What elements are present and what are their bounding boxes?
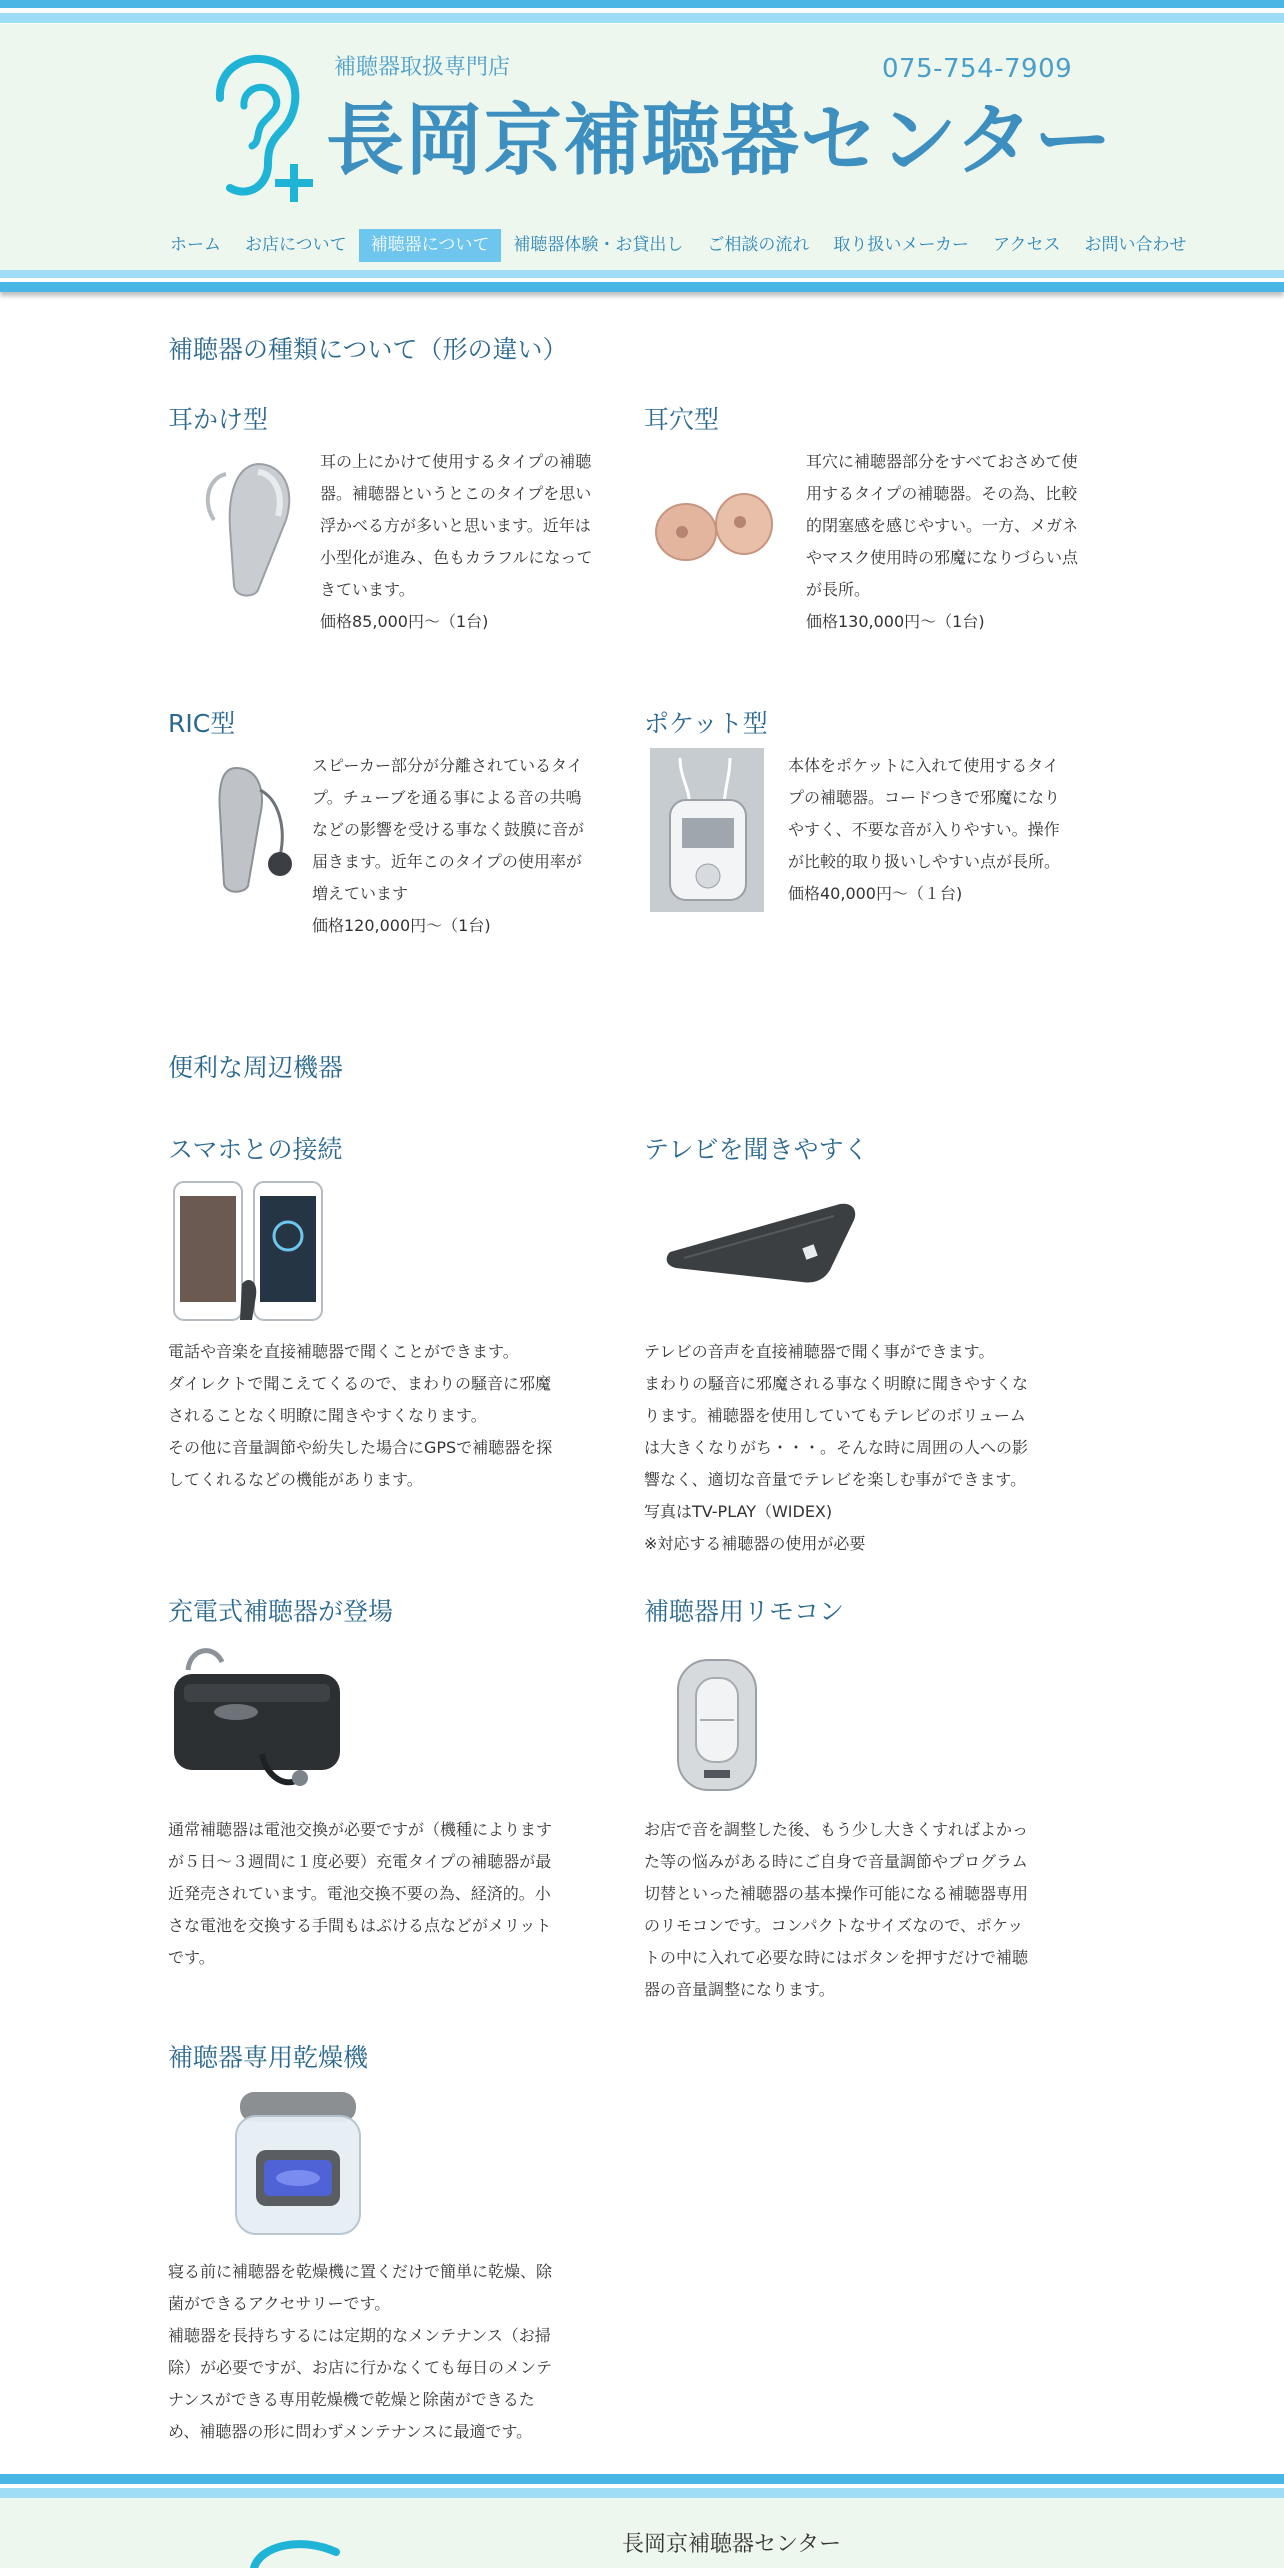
phone-number[interactable]: 075-754-7909 — [882, 54, 1073, 84]
tv-description: テレビの音声を直接補聴器で聞く事ができます。 まわりの騒音に邪魔される事なく明瞭に聞きやすくな ります。補聴器を使用していてもテレビのボリューム は大きくなりがち・・・。そんな時に周囲の人への影 響なく、適切な音量でテレビを楽しむ事ができます。 写真はTV-PLAY（WIDEX) ※対応する補聴器の使用が必要 — [644, 1342, 1029, 1553]
nav-trial-rental[interactable]: 補聴器体験・お貸出し — [513, 235, 684, 255]
tv-play-device-image — [664, 1196, 860, 1288]
remote-control-image — [670, 1656, 764, 1796]
smartphone-app-image — [170, 1180, 326, 1326]
dryer-image — [226, 2086, 370, 2244]
in-the-ear-hearing-aid-image — [648, 486, 780, 570]
rechargeable-description: 通常補聴器は電池交換が必要ですが（機種によります が５日〜３週間に１度必要）充電タイプの補聴器が最 近発売されています。電池交換不要の為、経済的。小 さな電池を交換する手間もはぶける点などがメリット です。 — [168, 1820, 553, 1967]
behind-the-ear-hearing-aid-image — [200, 458, 300, 598]
nav-about-store[interactable]: お店について — [245, 235, 347, 255]
top-stripe-thin — [0, 13, 1284, 23]
charger-case-image — [170, 1640, 346, 1796]
pocket-description: 本体をポケットに入れて使用するタイ プの補聴器。コードつきで邪魔になり やすく、不要な音が入りやすい。操作 が比較的取り扱いしやすい点が長所。 価格40,000円〜（１台) — [788, 756, 1061, 903]
top-stripe — [0, 0, 1284, 8]
nav-contact[interactable]: お問い合わせ — [1084, 235, 1187, 255]
dryer-title: 補聴器専用乾燥機 — [168, 2043, 369, 2072]
header-bottom-stripe-light — [0, 270, 1284, 278]
ite-description: 耳穴に補聴器部分をすべておさめて使 用するタイプの補聴器。その為、比較 的閉塞感を感じやすい。一方、メガネ やマスク使用時の邪魔になりづらい点 が長所。 価格130,000円〜（1台) — [806, 452, 1079, 631]
header-bottom-stripe — [0, 282, 1284, 292]
nav-access[interactable]: アクセス — [993, 235, 1061, 255]
nav-consultation-flow[interactable]: ご相談の流れ — [707, 235, 810, 255]
bte-description: 耳の上にかけて使用するタイプの補聴 器。補聴器というとこのタイプを思い 浮かべる方が多いと思います。近年は 小型化が進み、色もカラフルになって きています。 価格85,000円〜（1台) — [320, 452, 593, 631]
remote-title: 補聴器用リモコン — [644, 1597, 845, 1626]
ric-description: スピーカー部分が分離されているタイ プ。チューブを通る事による音の共鳴 などの影響を受ける事なく鼓膜に音が 届きます。近年このタイプの使用率が 増えています 価格120,000円〜（1台) — [312, 756, 585, 935]
pocket-hearing-aid-image — [650, 748, 764, 912]
ric-hearing-aid-image — [196, 760, 300, 896]
tagline: 補聴器取扱専門店 — [334, 55, 511, 80]
remote-description: お店で音を調整した後、もう少し大きくすればよかっ た等の悩みがある時にご自身で音量調節やプログラム 切替といった補聴器の基本操作可能になる補聴器専用 のリモコンです。コンパクトなサイズなので、ポケッ トの中に入れて必要な時にはボタンを押すだけで補聴 器の音量調整になります。 — [644, 1820, 1029, 1999]
footer-stripe-light — [0, 2488, 1284, 2498]
bte-title: 耳かけ型 — [168, 405, 269, 434]
ite-title: 耳穴型 — [644, 405, 720, 434]
smartphone-description: 電話や音楽を直接補聴器で聞くことができます。 ダイレクトで聞こえてくるので、まわりの騒音に邪魔 されることなく明瞭に聞きやすくなります。 その他に音量調節や紛失した場合にGPSで補聴器を探 してくれるなどの機能があります。 — [168, 1342, 553, 1489]
ric-title: RIC型 — [168, 709, 236, 738]
nav-manufacturers[interactable]: 取り扱いメーカー — [833, 235, 970, 255]
ear-plus-icon[interactable] — [190, 46, 320, 206]
accessories-heading: 便利な周辺機器 — [168, 1053, 344, 1082]
tv-title: テレビを聞きやすく — [644, 1135, 869, 1164]
smartphone-title: スマホとの接続 — [168, 1135, 343, 1164]
main-nav — [158, 229, 1199, 262]
footer-ear-icon — [240, 2540, 360, 2568]
nav-home[interactable]: ホーム — [170, 235, 221, 255]
nav-about-hearing-aids[interactable]: 補聴器について — [359, 229, 502, 262]
footer-store-name: 長岡京補聴器センター — [622, 2532, 842, 2557]
types-heading: 補聴器の種類について（形の違い） — [168, 335, 568, 364]
rechargeable-title: 充電式補聴器が登場 — [168, 1597, 394, 1626]
footer-stripe — [0, 2474, 1284, 2484]
dryer-description: 寝る前に補聴器を乾燥機に置くだけで簡単に乾燥、除 菌ができるアクセサリーです。 補聴器を長持ちするには定期的なメンテナンス（お掃 除）が必要ですが、お店に行かなくても毎日のメンテ ナンスができる専用乾燥機で乾燥と除菌ができるた め、補聴器の形に問わずメンテナンスに最適です。 — [168, 2262, 553, 2441]
site-title[interactable]: 長岡京補聴器センター — [326, 96, 1113, 186]
pocket-title: ポケット型 — [644, 709, 768, 738]
